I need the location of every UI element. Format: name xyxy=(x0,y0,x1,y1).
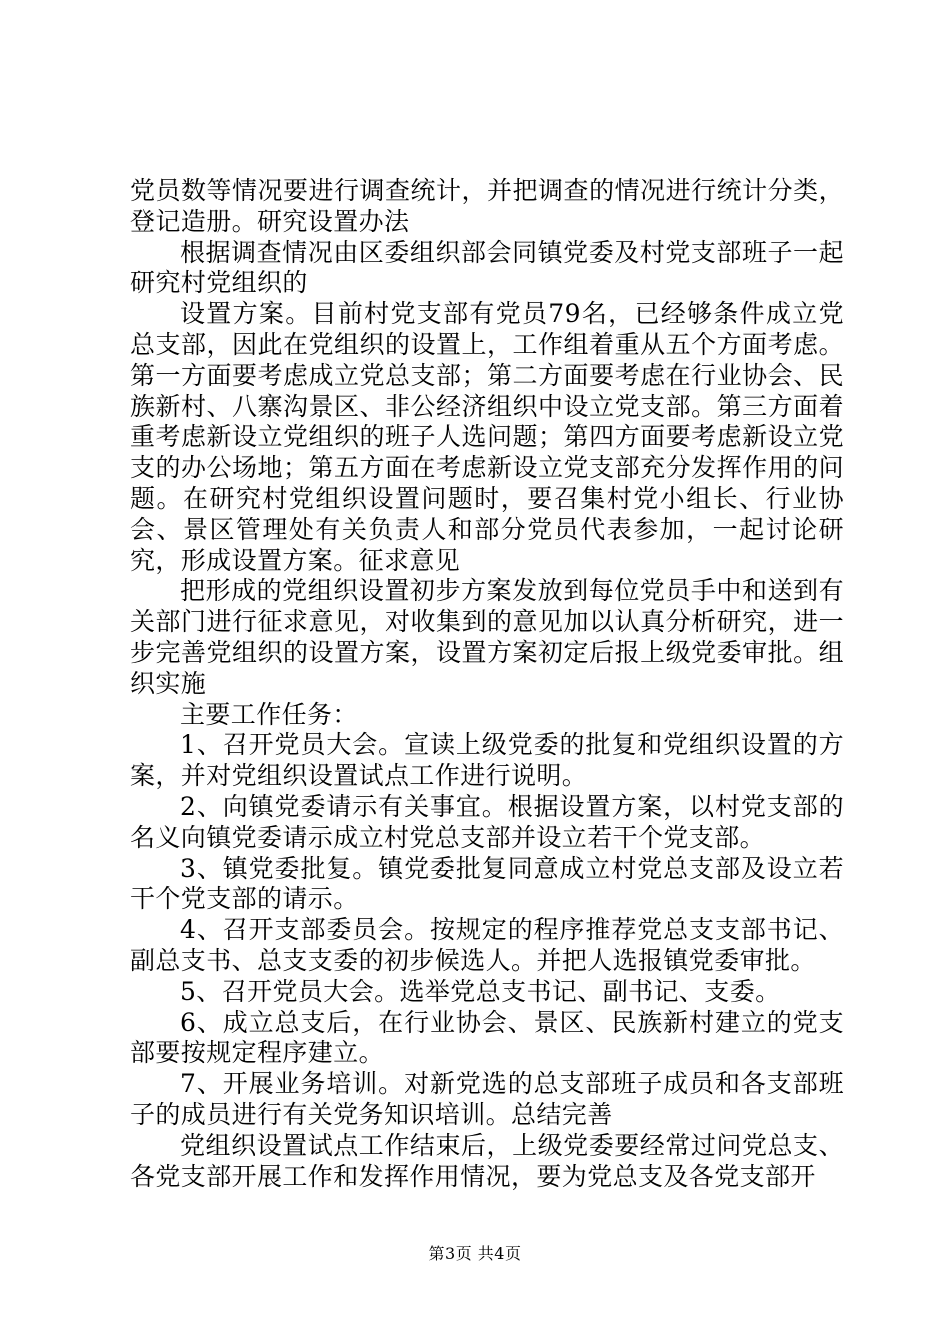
paragraph-1: 党员数等情况要进行调查统计，并把调查的情况进行统计分类，登记造册。研究设置办法 xyxy=(130,176,844,236)
paragraph-2: 根据调查情况由区委组织部会同镇党委及村党支部班子一起研究村党组织的 xyxy=(130,237,844,298)
page-number-footer: 第3页 共4页 xyxy=(428,1244,522,1263)
paragraph-10: 5、召开党员大会。选举党总支书记、副书记、支委。 xyxy=(180,976,781,1006)
paragraph-7: 2、向镇党委请示有关事宜。根据设置方案，以村党支部的名义向镇党委请示成立村党总支部并设立若干个党支部。 xyxy=(130,791,844,852)
paragraph-8: 3、镇党委批复。镇党委批复同意成立村党总支部及设立若干个党支部的请示。 xyxy=(130,853,844,914)
document-body xyxy=(130,176,844,1192)
paragraph-3: 设置方案。目前村党支部有党员79名，已经够条件成立党总支部，因此在党组织的设置上，工作组着重从五个方面考虑。第一方面要考虑成立党总支部；第二方面要考虑在行业协会、民族新村、八寨沟景区、非公经济组织中设立党支部。第三方面着重考虑新设立党组织的班子人选问题；第四方面要考虑新设立党支的办公场地；第五方面在考虑新设立党支部充分发挥作用的问题。在研究村党组织设置问题时，要召集村党小组长、行业协会、景区管理处有关负责人和部分党员代表参加，一起讨论研究，形成设置方案。征求意见 xyxy=(130,299,844,575)
paragraph-13: 党组织设置试点工作结束后，上级党委要经常过问党总支、各党支部开展工作和发挥作用情况，要为党总支及各党支部开 xyxy=(130,1130,844,1191)
paragraph-4: 把形成的党组织设置初步方案发放到每位党员手中和送到有关部门进行征求意见，对收集到的意见加以认真分析研究，进一步完善党组织的设置方案，设置方案初定后报上级党委审批。组织实施 xyxy=(130,576,844,698)
paragraph-9: 4、召开支部委员会。按规定的程序推荐党总支支部书记、副总支书、总支支委的初步候选人。并把人选报镇党委审批。 xyxy=(130,915,844,975)
paragraph-12: 7、开展业务培训。对新党选的总支部班子成员和各支部班子的成员进行有关党务知识培训。总结完善 xyxy=(130,1069,844,1129)
paragraph-11: 6、成立总支后，在行业协会、景区、民族新村建立的党支部要按规定程序建立。 xyxy=(130,1007,844,1068)
paragraph-5: 主要工作任务： xyxy=(180,699,358,729)
paragraph-6: 1、召开党员大会。宣读上级党委的批复和党组织设置的方案，并对党组织设置试点工作进行说明。 xyxy=(130,730,844,791)
